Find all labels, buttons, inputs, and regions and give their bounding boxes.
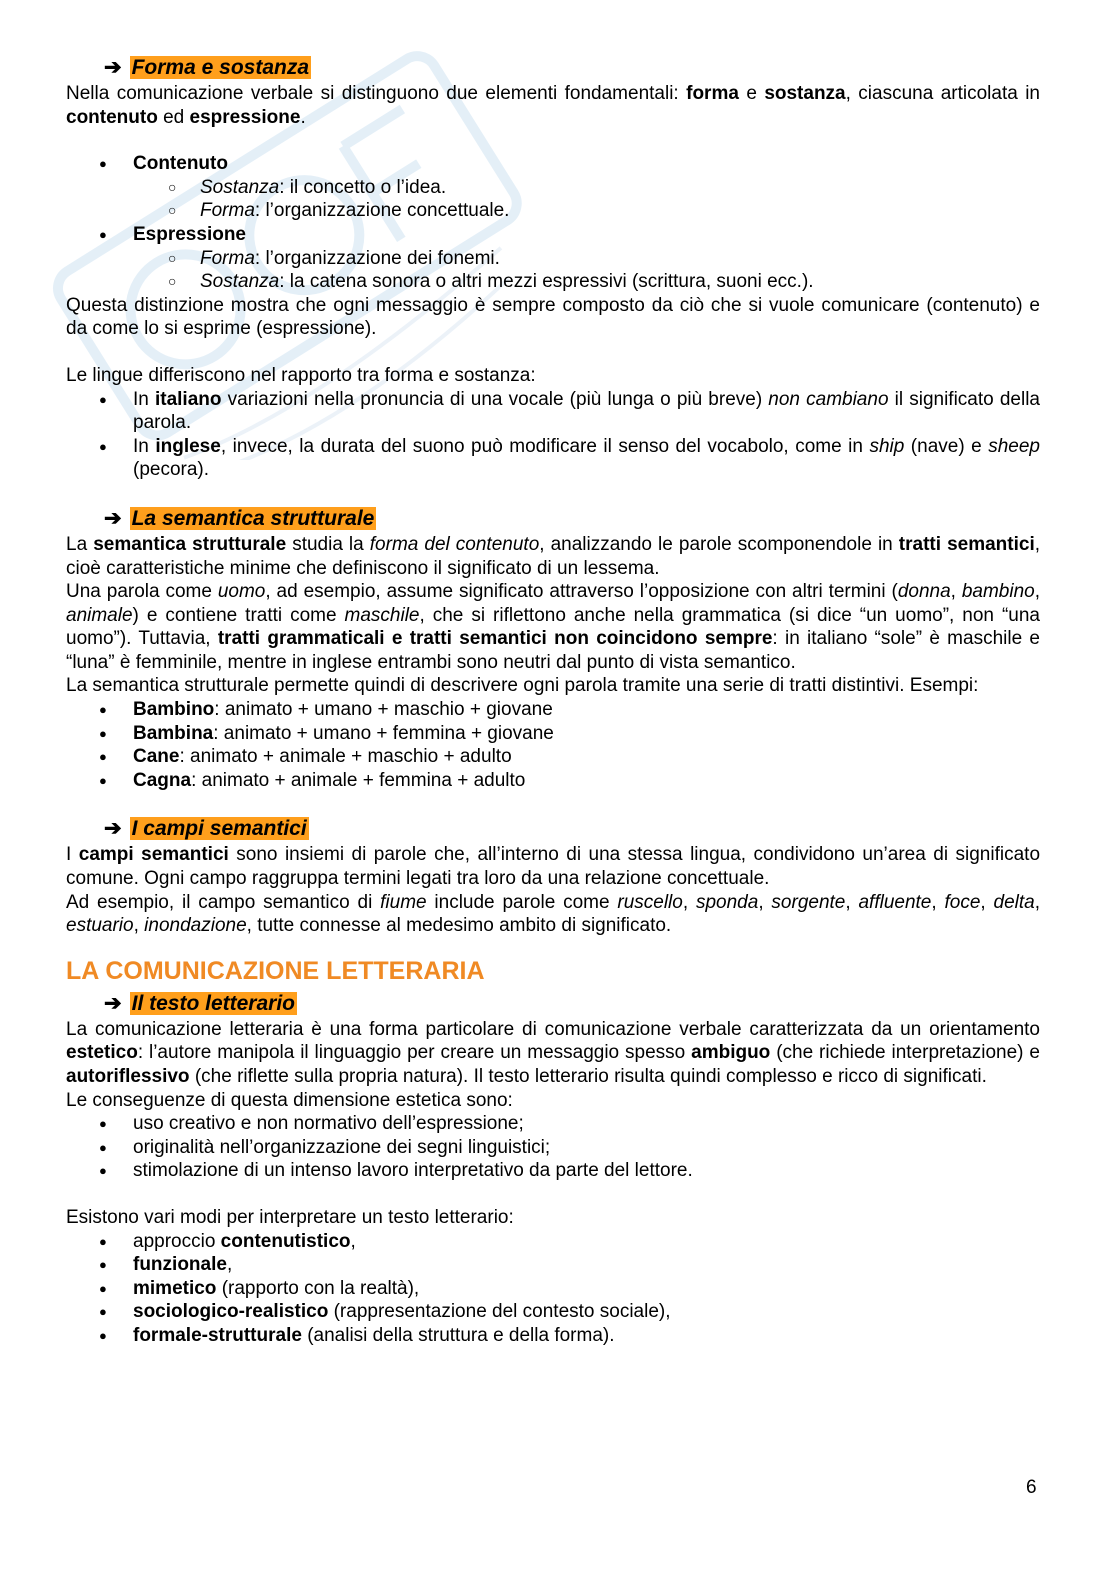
arrow-icon: ➔: [104, 56, 122, 79]
list-lingue: [66, 388, 1040, 482]
arrow-icon: ➔: [104, 817, 122, 841]
paragraph: I campi semantici sono insiemi di parole che, all’interno di una stessa lingua, condividono un’area di significato comune. Ogni campo raggruppa termini legati tra loro da una relazione concettuale.: [66, 844, 1041, 890]
list-item: ● Cagna: animato + animale + femmina + adulto: [66, 769, 1040, 793]
list-forma-sostanza: [66, 152, 1040, 176]
paragraph: La semantica strutturale studia la forma del contenuto, analizzando le parole scomponendole in tratti semantici, cioè caratteristiche minime che definiscono il significato di un lessema.: [66, 533, 1040, 579]
paragraph: Una parola come uomo, ad esempio, assume significato attraverso l’opposizione con altri termini (donna, bambino, animale) e contiene tratti come maschile, che si riflettono anche nella grammatica (si dice “un uomo”, non “una uomo”). Tuttavia, tratti grammaticali e tratti semantici non coincidono sempre: in italiano “sole” è maschile e “luna” è femminile, mentre in inglese entrambi sono neutri dal punto di vista semantico.: [66, 581, 1041, 673]
paragraph: Questa distinzione mostra che ogni messaggio è sempre composto da ciò che si vuole comunicare (contenuto) e da come lo si esprime (espressione).: [66, 294, 1040, 340]
list-item: ● originalità nell’organizzazione dei segni linguistici;: [66, 1136, 1040, 1160]
heading-text: Forma e sostanza: [131, 56, 310, 79]
list-conseguenze: [66, 1112, 1040, 1183]
page-number: 6: [1026, 1477, 1037, 1498]
sublist: [66, 247, 1040, 294]
list-item: ● Cane: animato + animale + maschio + adulto: [66, 745, 1040, 769]
heading-text: I campi semantici: [131, 817, 307, 841]
list-item: ○ Sostanza: la catena sonora o altri mezzi espressivi (scrittura, suoni ecc.).: [66, 270, 1040, 294]
list-item: ● mimetico (rapporto con la realtà),: [66, 1277, 1040, 1301]
section-title: LA COMUNICAZIONE LETTERARIA: [66, 956, 485, 985]
list-item: ● stimolazione di un intenso lavoro interpretativo da parte del lettore.: [66, 1159, 1040, 1183]
list-item: ● Bambina: animato + umano + femmina + giovane: [66, 722, 1040, 746]
list-item: ● formale-strutturale (analisi della struttura e della forma).: [66, 1324, 1040, 1348]
paragraph: La comunicazione letteraria è una forma particolare di comunicazione verbale caratterizzata da un orientamento estetico: l’autore manipola il linguaggio per creare un messaggio spesso ambiguo (che richiede interpretazione) e autoriflessivo (che riflette sulla propria natura). Il testo letterario risulta quindi complesso e ricco di significati.: [66, 1018, 1040, 1087]
heading-text: La semantica strutturale: [131, 506, 375, 530]
arrow-icon: ➔: [104, 506, 122, 530]
list-item: ● funzionale,: [66, 1253, 1040, 1277]
heading-testo-letterario: [104, 990, 1040, 1018]
paragraph: Le lingue differiscono nel rapporto tra forma e sostanza:: [66, 364, 536, 386]
list-item: ● sociologico-realistico (rappresentazione del contesto sociale),: [66, 1300, 1040, 1324]
sublist: [66, 176, 1040, 223]
heading-forma-sostanza: [104, 54, 1040, 82]
arrow-icon: ➔: [104, 991, 122, 1015]
paragraph: La semantica strutturale permette quindi di descrivere ogni parola tramite una serie di tratti distintivi. Esempi:: [66, 675, 979, 697]
paragraph: Nella comunicazione verbale si distinguono due elementi fondamentali: forma e sostanza, ciascuna articolata in contenuto ed espressione.: [66, 83, 1040, 128]
list-forma-sostanza: [66, 223, 1040, 247]
paragraph: Ad esempio, il campo semantico di fiume include parole come ruscello, sponda, sorgente, affluente, foce, delta, estuario, inondazione, tutte connesse al medesimo ambito di significato.: [66, 891, 1041, 937]
list-item: ○ Forma: l’organizzazione dei fonemi.: [66, 247, 1040, 271]
list-item: ○ Forma: l’organizzazione concettuale.: [66, 199, 1040, 223]
list-item: ● Bambino: animato + umano + maschio + giovane: [66, 698, 1040, 722]
paragraph: Le conseguenze di questa dimensione estetica sono:: [66, 1089, 513, 1111]
list-item: ● approccio contenutistico,: [66, 1230, 1040, 1254]
heading-semantica-strutturale: [104, 505, 1040, 533]
list-item: ● Espressione: [66, 223, 1040, 247]
paragraph: Esistono vari modi per interpretare un testo letterario:: [66, 1206, 514, 1228]
list-approcci: [66, 1230, 1040, 1348]
list-item: ● uso creativo e non normativo dell’espressione;: [66, 1112, 1040, 1136]
list-item: ● In italiano variazioni nella pronuncia di una vocale (più lunga o più breve) non cambiano il significato della parola.: [66, 388, 1040, 435]
document-page: [66, 54, 1040, 1348]
heading-text: Il testo letterario: [131, 991, 295, 1015]
list-item: ● In inglese, invece, la durata del suono può modificare il senso del vocabolo, come in ship (nave) e sheep (pecora).: [66, 435, 1040, 482]
list-item: ○ Sostanza: il concetto o l’idea.: [66, 176, 1040, 200]
heading-campi-semantici: [104, 815, 1040, 843]
list-esempi: [66, 698, 1040, 792]
list-item: ● Contenuto: [66, 152, 1040, 176]
